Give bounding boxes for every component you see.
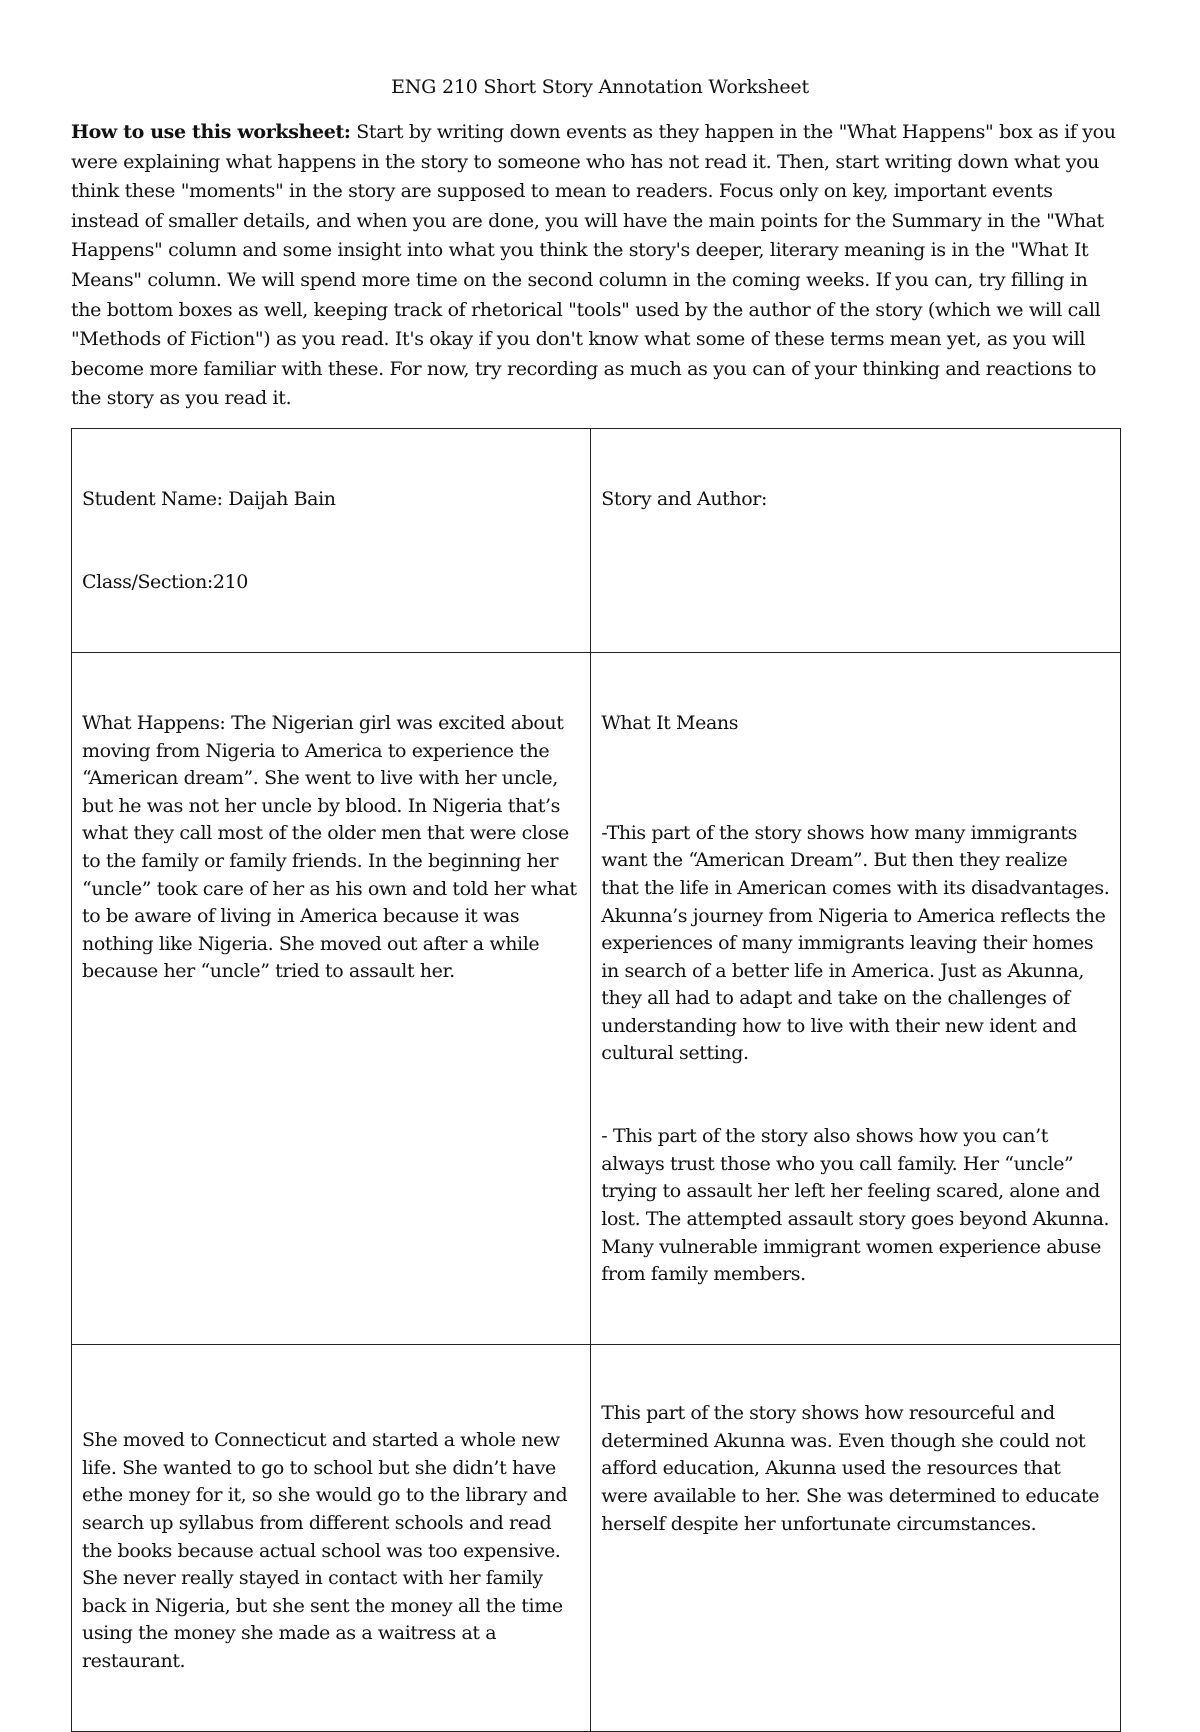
what-it-means-paragraph-2: - This part of the story also shows how you can’t always trust those who you call family. Her “uncle” trying to assault her left her feeling scared, alone and lost. The attempted assault story goes beyond Akunna. Many vulnerable immigrant women experience abuse from family members.: [601, 1125, 1115, 1286]
what-happens-cell[interactable]: [72, 652, 591, 1344]
table-row-header: [72, 429, 1121, 653]
what-it-means-cell[interactable]: [591, 652, 1121, 1344]
table-row-main: [72, 652, 1121, 1344]
table-row-bottom: [72, 1345, 1121, 1732]
instructions-lead: How to use this worksheet:: [71, 121, 351, 143]
instructions-paragraph: [71, 118, 1123, 414]
story-author-label: Story and Author:: [601, 488, 767, 511]
what-it-means-heading: What It Means: [601, 711, 739, 734]
bottom-right-text: This part of the story shows how resourceful and determined Akunna was. Even though she could not afford education, Akunna used the resources that were available to her. She was determined to educate herself despite her unfortunate circumstances.: [601, 1402, 1105, 1535]
bottom-left-text: She moved to Connecticut and started a whole new life. She wanted to go to school but she didn’t have ethe money for it, so she would go to the library and search up syllabus from different schools and read the books because actual school was too expensive. She never really stayed in contact with her family back in Nigeria, but she sent the money all the time using the money she made as a waitress at a restaurant.: [82, 1429, 573, 1672]
student-info-cell[interactable]: [72, 429, 591, 653]
what-happens-text: What Happens: The Nigerian girl was excited about moving from Nigeria to America to experience the “American dream”. She went to live with her uncle, but he was not her uncle by blood. In Nigeria that’s what they call most of the older men that were close to the family or family friends. In the beginning her “uncle” took care of her as his own and told her what to be aware of living in America because it was nothing like Nigeria. She moved out after a while because her “uncle” tried to assault her.: [82, 711, 583, 983]
page-title: ENG 210 Short Story Annotation Worksheet: [391, 76, 809, 98]
class-section: Class/Section:210: [82, 570, 248, 593]
student-name: Student Name: Daijah Bain: [82, 488, 336, 511]
bottom-right-cell[interactable]: [591, 1345, 1121, 1732]
instructions-body: Start by writing down events as they happen in the "What Happens" box as if you were explaining what happens in the story to someone who has not read it. Then, start writing down what you think these "moments" in the story are supposed to mean to readers. Focus only on key, important events instead of smaller details, and when you are done, you will have the main points for the Summary in the "What Happens" column and some insight into what you think the story's deeper, literary meaning is in the "What It Means" column. We will spend more time on the second column in the coming weeks. If you can, try filling in the bottom boxes as well, keeping track of rhetorical "tools" used by the author of the story (which we will call "Methods of Fiction") as you read. It's okay if you don't know what some of these terms mean yet, as you will become more familiar with these. For now, try recording as much as you can of your thinking and reactions to the story as you read it.: [71, 121, 1116, 410]
bottom-left-cell[interactable]: [72, 1345, 591, 1732]
story-author-cell[interactable]: [591, 429, 1121, 653]
what-it-means-paragraph-1: -This part of the story shows how many immigrants want the “American Dream”. But then they realize that the life in American comes with its disadvantages. Akunna’s journey from Nigeria to America reflects the experiences of many immigrants leaving their homes in search of a better life in America. Just as Akunna, they all had to adapt and take on the challenges of understanding how to live with their new ident and cultural setting.: [601, 821, 1115, 1065]
annotation-table: [71, 428, 1121, 1732]
